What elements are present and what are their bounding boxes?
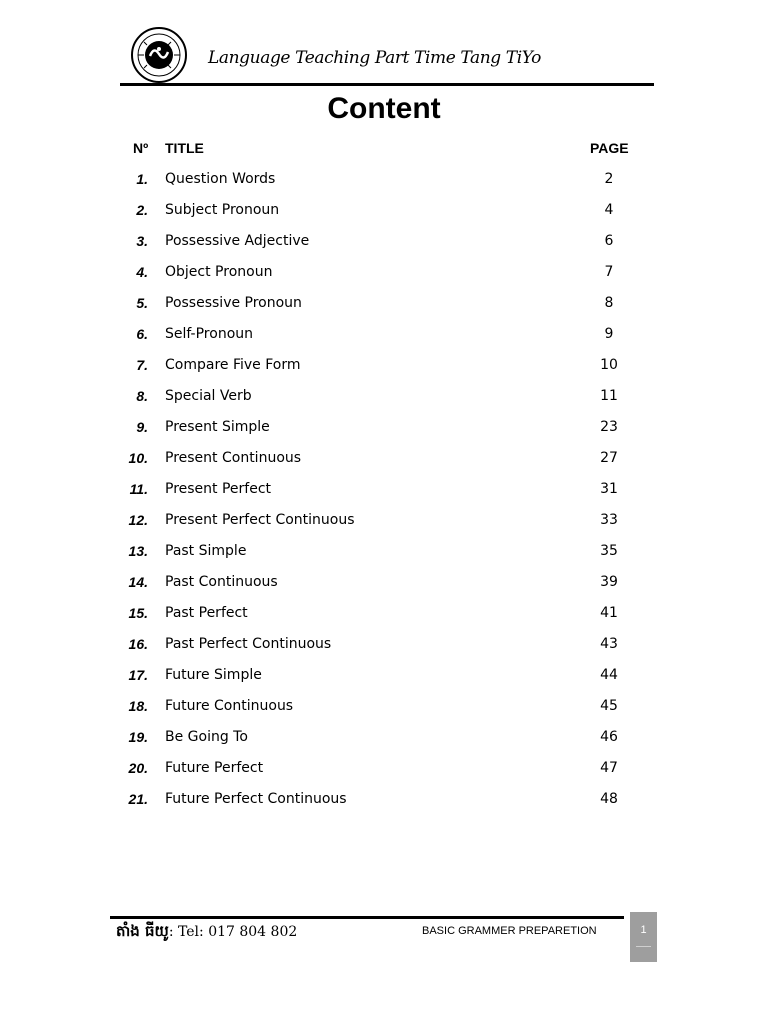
toc-number: 21.	[128, 791, 148, 807]
toc-title: Subject Pronoun	[165, 202, 280, 218]
toc-page: 35	[600, 543, 618, 559]
toc-title: Present Continuous	[165, 450, 302, 466]
toc-page: 4	[604, 202, 614, 218]
toc-page: 23	[600, 419, 618, 435]
toc-number: 16.	[128, 636, 148, 652]
toc-number: 20.	[128, 760, 148, 776]
page-title: Content	[327, 92, 441, 125]
footer-document-title: BASIC GRAMMER PREPARETION	[422, 925, 597, 937]
footer-contact	[116, 922, 297, 944]
toc-page: 46	[600, 729, 618, 745]
toc-page: 11	[600, 388, 618, 404]
column-header-page: PAGE	[590, 140, 629, 156]
toc-title: Future Perfect	[165, 760, 264, 776]
toc-page: 48	[600, 791, 618, 807]
toc-number: 9.	[136, 419, 148, 435]
toc-title: Past Perfect Continuous	[165, 636, 332, 652]
header-divider	[120, 83, 654, 86]
toc-row	[0, 537, 768, 568]
toc-number: 12.	[128, 512, 148, 528]
toc-number: 17.	[128, 667, 148, 683]
toc-number: 7.	[136, 357, 148, 373]
toc-row	[0, 351, 768, 382]
toc-row	[0, 382, 768, 413]
toc-title: Past Simple	[165, 543, 247, 559]
toc-row	[0, 661, 768, 692]
toc-page: 45	[600, 698, 618, 714]
toc-number: 1.	[136, 171, 148, 187]
toc-page: 10	[600, 357, 618, 373]
toc-row	[0, 413, 768, 444]
toc-title: Present Simple	[165, 419, 270, 435]
contact-name-khmer: តាំង ធីយូ	[116, 922, 169, 940]
toc-title: Future Perfect Continuous	[165, 791, 347, 807]
toc-page: 43	[600, 636, 618, 652]
toc-page: 33	[600, 512, 618, 528]
toc-row	[0, 258, 768, 289]
toc-row	[0, 289, 768, 320]
header-title: Language Teaching Part Time Tang TiYo	[208, 48, 541, 68]
toc-title: Compare Five Form	[165, 357, 301, 373]
page-number-underline	[636, 946, 651, 947]
toc-number: 5.	[136, 295, 148, 311]
toc-title: Present Perfect	[165, 481, 272, 497]
toc-title: Present Perfect Continuous	[165, 512, 355, 528]
toc-page: 6	[604, 233, 614, 249]
toc-page: 2	[604, 171, 614, 187]
toc-row	[0, 785, 768, 816]
toc-row	[0, 568, 768, 599]
toc-title: Possessive Pronoun	[165, 295, 302, 311]
toc-number: 13.	[128, 543, 148, 559]
column-header-number: Nº	[133, 140, 149, 156]
table-of-contents	[0, 165, 768, 816]
toc-page: 41	[600, 605, 618, 621]
toc-row	[0, 723, 768, 754]
toc-page: 27	[600, 450, 618, 466]
toc-number: 19.	[128, 729, 148, 745]
toc-number: 6.	[136, 326, 148, 342]
toc-title: Be Going To	[165, 729, 248, 745]
toc-number: 11.	[129, 481, 148, 497]
toc-title: Future Continuous	[165, 698, 294, 714]
toc-row	[0, 444, 768, 475]
page-header	[120, 26, 654, 84]
page-number: 1	[640, 924, 647, 936]
toc-row	[0, 227, 768, 258]
toc-row	[0, 599, 768, 630]
contact-phone: : Tel: 017 804 802	[168, 924, 298, 940]
toc-title: Question Words	[165, 171, 276, 187]
toc-number: 8.	[136, 388, 148, 404]
toc-row	[0, 320, 768, 351]
toc-title: Self-Pronoun	[165, 326, 253, 342]
school-seal-logo-icon	[130, 26, 188, 84]
column-header-title: TITLE	[165, 140, 204, 156]
toc-row	[0, 475, 768, 506]
toc-page: 9	[604, 326, 614, 342]
toc-number: 15.	[128, 605, 148, 621]
toc-page: 7	[604, 264, 614, 280]
toc-title: Past Perfect	[165, 605, 248, 621]
toc-page: 44	[600, 667, 618, 683]
toc-title: Future Simple	[165, 667, 262, 683]
toc-number: 2.	[136, 202, 148, 218]
toc-row	[0, 692, 768, 723]
toc-title: Possessive Adjective	[165, 233, 310, 249]
toc-number: 18.	[128, 698, 148, 714]
page-number-box	[630, 912, 657, 962]
toc-row	[0, 196, 768, 227]
toc-number: 14.	[128, 574, 148, 590]
toc-row	[0, 630, 768, 661]
toc-number: 10.	[128, 450, 148, 466]
toc-title: Object Pronoun	[165, 264, 273, 280]
toc-row	[0, 506, 768, 537]
toc-title: Past Continuous	[165, 574, 278, 590]
toc-row	[0, 165, 768, 196]
toc-row	[0, 754, 768, 785]
toc-page: 39	[600, 574, 618, 590]
toc-page: 8	[604, 295, 614, 311]
toc-page: 47	[600, 760, 618, 776]
toc-number: 4.	[136, 264, 148, 280]
toc-page: 31	[600, 481, 618, 497]
footer-divider	[110, 916, 624, 919]
toc-number: 3.	[136, 233, 148, 249]
toc-title: Special Verb	[165, 388, 252, 404]
